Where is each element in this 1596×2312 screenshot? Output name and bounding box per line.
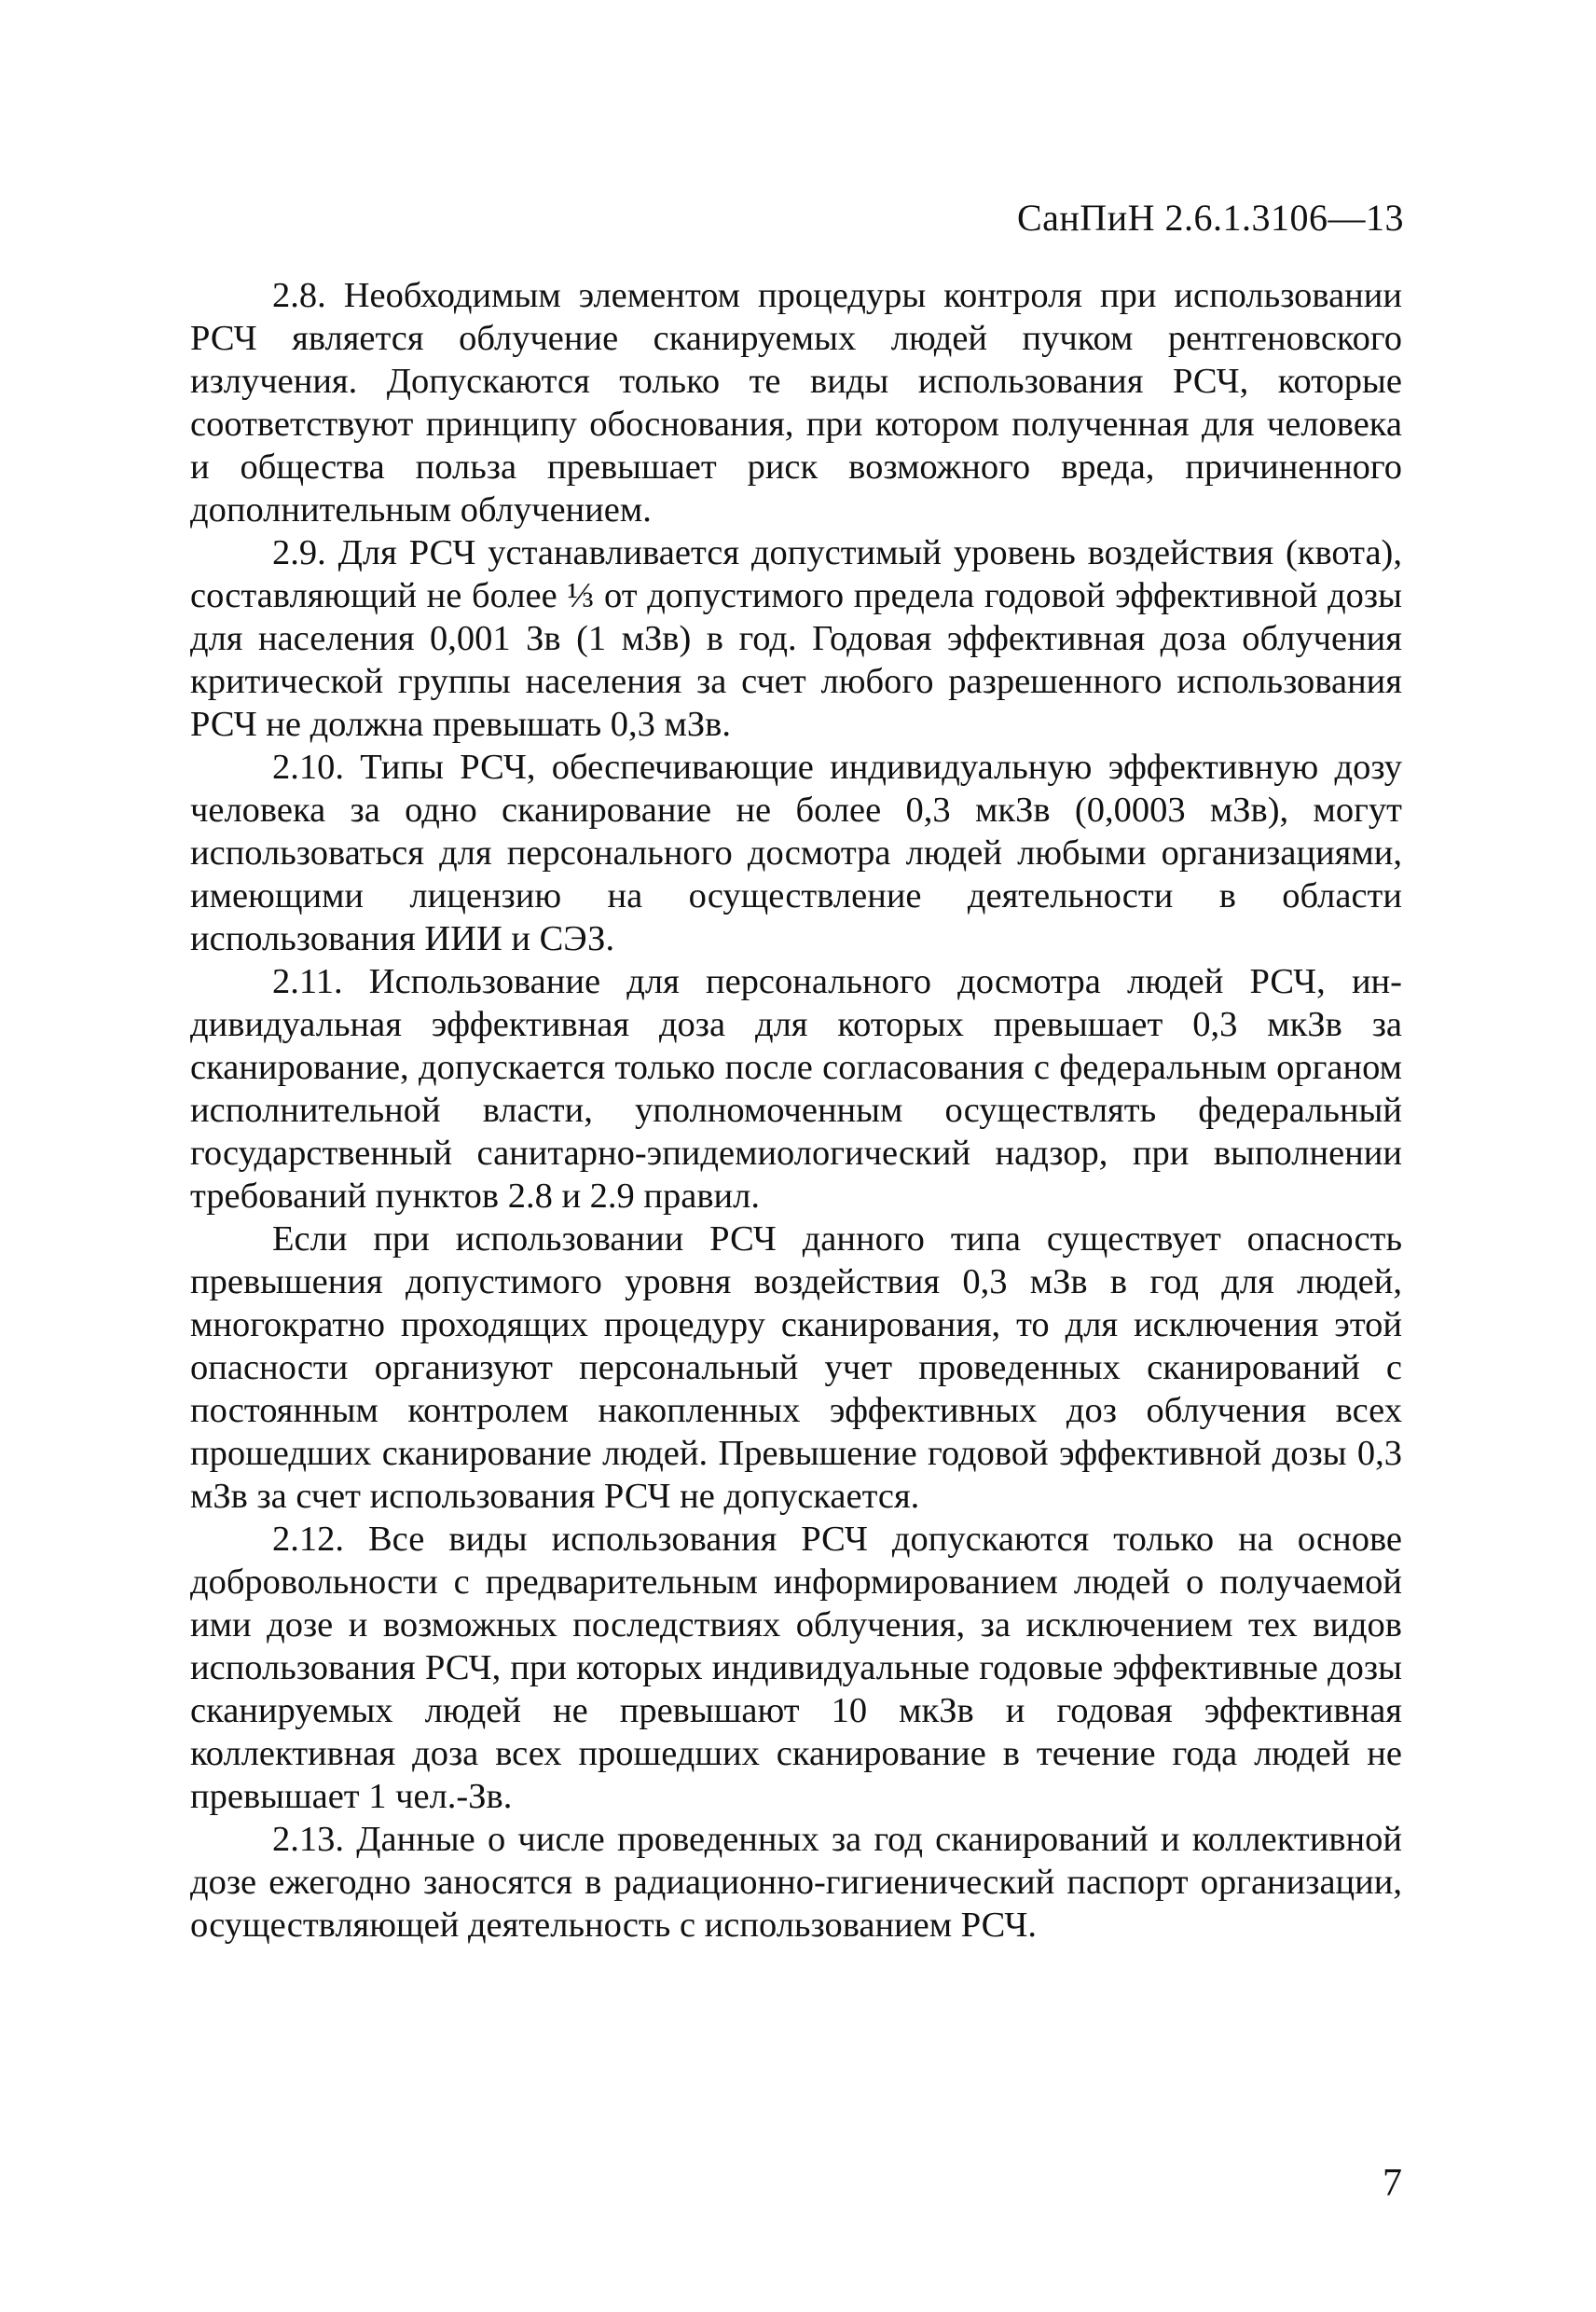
paragraph-2-13: 2.13. Данные о числе проведенных за год сканирований и коллективной дозе ежегодно заносятся в радиационно-гигиенический паспорт организации, осуществляющей деятельность с использованием РСЧ. — [190, 1820, 1402, 1945]
paragraph-2-9: 2.9. Для РСЧ устанавливается допустимый уровень воздействия (квота), составляющий не более ⅓ от допустимого предела годовой эффективной дозы для населения 0,001 Зв (1 мЗв) в год. Годовая эффективная доза облучения критической группы населения за счет любого разрешенного использования РСЧ не должна превышать 0,3 мЗв. — [190, 533, 1402, 744]
paragraph-2-8: 2.8. Необходимым элементом процедуры контроля при использовании РСЧ является облучение сканируемых людей пучком рентгеновского излучения. Допускаются только те виды использования РСЧ, которые соответствуют принципу обоснования, при котором полученная для человека и общества польза превышает риск возможного вреда, причиненного дополнительным облучением. — [190, 276, 1402, 530]
paragraph-2-10: 2.10. Типы РСЧ, обеспечивающие индивидуальную эффективную дозу человека за одно сканирование не более 0,3 мкЗв (0,0003 мЗв), могут использоваться для персонального досмотра людей любыми организациями, имеющими лицензию на осуществление деятельности в области использования ИИИ и СЭЗ. — [190, 748, 1402, 958]
running-header-document-code: СанПиН 2.6.1.3106—13 — [1016, 197, 1404, 239]
paragraph-2-11: 2.11. Использование для персонального досмотра людей РСЧ, индивидуальная эффективная доза для которых превышает 0,3 мкЗв за сканирование, допускается только после согласования с федеральным органом исполнительной власти, уполномоченным осуществлять федеральный государственный санитарно-эпидемиологический надзор, при выполнении требований пунктов 2.8 и 2.9 правил. — [190, 962, 1402, 1216]
page-number: 7 — [1383, 2162, 1402, 2205]
body-text — [190, 274, 1402, 1947]
paragraph-2-12: 2.12. Все виды использования РСЧ допускаются только на основе добровольности с предварительным информированием людей о получаемой ими дозе и возможных последствиях облучения, за исключением тех видов использования РСЧ, при которых индивидуальные годовые эффективные дозы сканируемых людей не превышают 10 мкЗв и годовая эффективная коллективная доза всех прошедших сканирование в течение года людей не превышает 1 чел.-Зв. — [190, 1520, 1402, 1816]
paragraph-2-11-continued: Если при использовании РСЧ данного типа существует опасность превышения допустимого уровня воздействия 0,3 мЗв в год для людей, многократно проходящих процедуру сканирования, то для исключения этой опасности организуют персональный учет проведенных сканирований с постоянным контролем накопленных эффективных доз облучения всех прошедших сканирование людей. Превышение годовой эффективной дозы 0,3 мЗв за счет использования РСЧ не допускается. — [190, 1219, 1402, 1516]
